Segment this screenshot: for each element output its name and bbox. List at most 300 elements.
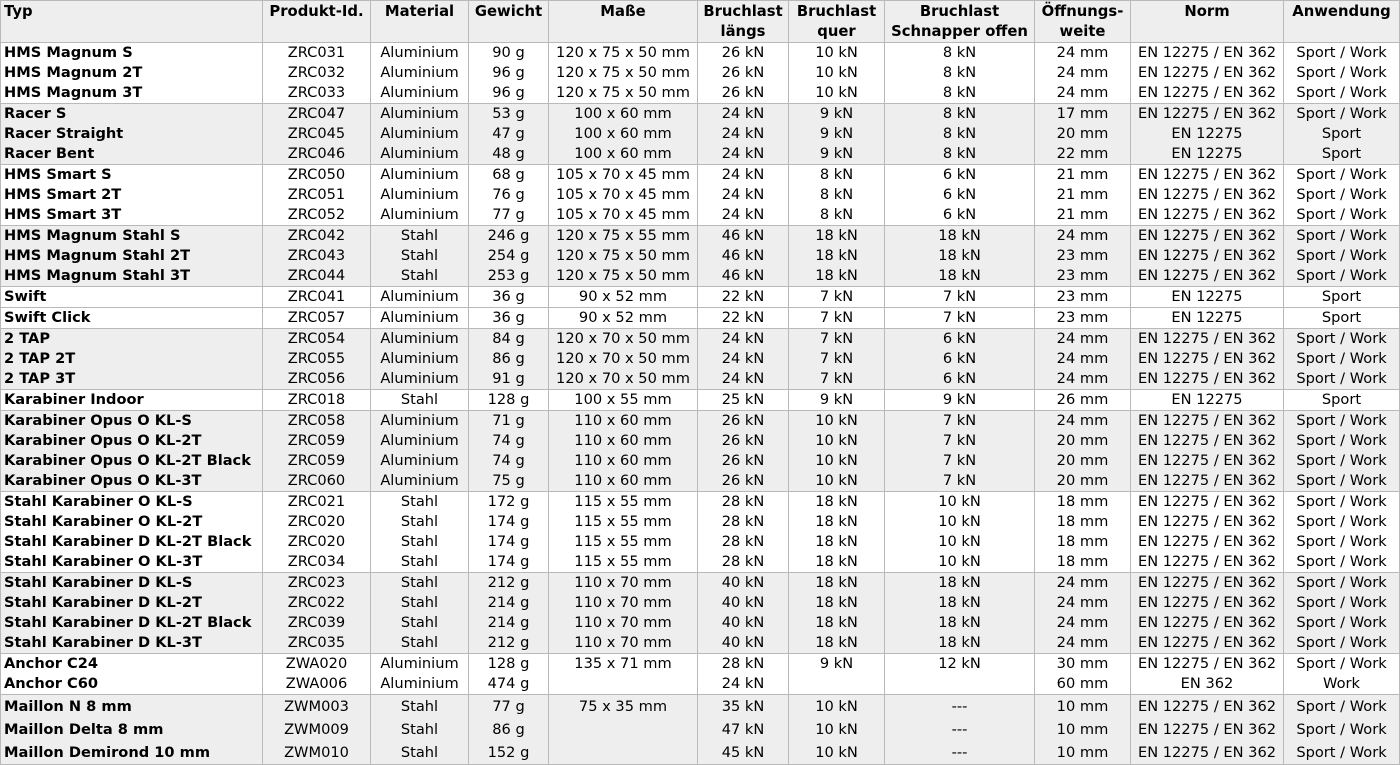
cell-bruchlast-quer <box>789 674 885 695</box>
cell-masse: 100 x 55 mm <box>549 390 698 411</box>
table-row <box>1 633 1400 654</box>
cell-gewicht: 74 g <box>469 451 549 471</box>
cell-gewicht: 48 g <box>469 144 549 165</box>
cell-gewicht: 91 g <box>469 369 549 390</box>
column-header-text: Bruchlast <box>919 3 1000 20</box>
product-group <box>1 308 1400 329</box>
cell-norm: EN 12275 / EN 362 <box>1131 63 1284 83</box>
table-row <box>1 654 1400 675</box>
cell-oeffnungsweite: 21 mm <box>1035 205 1131 226</box>
cell-material: Aluminium <box>371 451 469 471</box>
cell-produkt-id: ZRC020 <box>263 532 371 552</box>
cell-produkt-id: ZRC023 <box>263 573 371 594</box>
cell-bruchlast-quer: 9 kN <box>789 654 885 675</box>
cell-norm: EN 12275 / EN 362 <box>1131 593 1284 613</box>
cell-oeffnungsweite: 22 mm <box>1035 144 1131 165</box>
cell-masse: 110 x 60 mm <box>549 471 698 492</box>
cell-oeffnungsweite: 20 mm <box>1035 471 1131 492</box>
cell-anwendung: Sport / Work <box>1284 63 1400 83</box>
column-header-text: Maße <box>600 3 646 20</box>
cell-masse: 115 x 55 mm <box>549 512 698 532</box>
cell-typ: HMS Smart S <box>1 165 263 186</box>
cell-bruchlast-laengs: 24 kN <box>698 674 789 695</box>
cell-oeffnungsweite: 24 mm <box>1035 613 1131 633</box>
table-row <box>1 63 1400 83</box>
cell-norm: EN 12275 <box>1131 308 1284 329</box>
cell-bruchlast-schnapper-offen: 8 kN <box>885 83 1035 104</box>
cell-anwendung: Sport / Work <box>1284 246 1400 266</box>
cell-masse: 110 x 70 mm <box>549 633 698 654</box>
cell-anwendung: Sport <box>1284 308 1400 329</box>
cell-anwendung: Sport / Work <box>1284 573 1400 594</box>
cell-gewicht: 174 g <box>469 552 549 573</box>
cell-anwendung: Sport / Work <box>1284 226 1400 247</box>
cell-material: Stahl <box>371 695 469 719</box>
cell-masse: 120 x 75 x 50 mm <box>549 63 698 83</box>
cell-material: Aluminium <box>371 411 469 432</box>
cell-material: Aluminium <box>371 144 469 165</box>
cell-oeffnungsweite: 24 mm <box>1035 633 1131 654</box>
cell-bruchlast-quer: 9 kN <box>789 104 885 125</box>
cell-masse: 90 x 52 mm <box>549 287 698 308</box>
table-row <box>1 552 1400 573</box>
cell-bruchlast-schnapper-offen: 7 kN <box>885 431 1035 451</box>
table-row <box>1 165 1400 186</box>
cell-gewicht: 84 g <box>469 329 549 350</box>
cell-oeffnungsweite: 24 mm <box>1035 63 1131 83</box>
cell-norm: EN 12275 / EN 362 <box>1131 451 1284 471</box>
cell-material: Stahl <box>371 573 469 594</box>
cell-oeffnungsweite: 17 mm <box>1035 104 1131 125</box>
cell-oeffnungsweite: 18 mm <box>1035 512 1131 532</box>
cell-typ: Stahl Karabiner O KL-S <box>1 492 263 513</box>
cell-bruchlast-schnapper-offen: 12 kN <box>885 654 1035 675</box>
cell-anwendung: Sport / Work <box>1284 431 1400 451</box>
table-row <box>1 246 1400 266</box>
cell-masse: 120 x 75 x 55 mm <box>549 226 698 247</box>
cell-norm: EN 12275 / EN 362 <box>1131 185 1284 205</box>
column-header-text: Norm <box>1184 3 1230 20</box>
cell-bruchlast-schnapper-offen: 8 kN <box>885 43 1035 64</box>
cell-bruchlast-schnapper-offen: 18 kN <box>885 226 1035 247</box>
cell-bruchlast-schnapper-offen: 18 kN <box>885 246 1035 266</box>
column-header-norm <box>1131 1 1284 43</box>
cell-material: Aluminium <box>371 308 469 329</box>
cell-bruchlast-laengs: 28 kN <box>698 512 789 532</box>
table-header <box>1 1 1400 43</box>
cell-gewicht: 172 g <box>469 492 549 513</box>
cell-bruchlast-schnapper-offen: 10 kN <box>885 532 1035 552</box>
cell-anwendung: Sport / Work <box>1284 512 1400 532</box>
cell-produkt-id: ZRC046 <box>263 144 371 165</box>
cell-anwendung: Sport / Work <box>1284 266 1400 287</box>
cell-norm: EN 12275 / EN 362 <box>1131 695 1284 719</box>
cell-bruchlast-quer: 10 kN <box>789 451 885 471</box>
cell-material: Stahl <box>371 492 469 513</box>
cell-gewicht: 75 g <box>469 471 549 492</box>
cell-material: Stahl <box>371 246 469 266</box>
cell-produkt-id: ZRC060 <box>263 471 371 492</box>
cell-material: Stahl <box>371 552 469 573</box>
cell-masse: 110 x 60 mm <box>549 451 698 471</box>
cell-bruchlast-laengs: 24 kN <box>698 369 789 390</box>
cell-bruchlast-schnapper-offen: 18 kN <box>885 266 1035 287</box>
cell-gewicht: 68 g <box>469 165 549 186</box>
cell-bruchlast-quer: 7 kN <box>789 308 885 329</box>
cell-oeffnungsweite: 24 mm <box>1035 349 1131 369</box>
cell-typ: Maillon Delta 8 mm <box>1 718 263 741</box>
cell-material: Aluminium <box>371 124 469 144</box>
product-group <box>1 287 1400 308</box>
cell-produkt-id: ZRC034 <box>263 552 371 573</box>
cell-anwendung: Sport / Work <box>1284 205 1400 226</box>
table-row <box>1 329 1400 350</box>
cell-bruchlast-laengs: 46 kN <box>698 226 789 247</box>
cell-bruchlast-schnapper-offen: 8 kN <box>885 144 1035 165</box>
column-header-text: Bruchlast <box>796 3 877 20</box>
cell-anwendung: Sport / Work <box>1284 613 1400 633</box>
cell-anwendung: Sport / Work <box>1284 471 1400 492</box>
cell-material: Aluminium <box>371 674 469 695</box>
cell-bruchlast-laengs: 46 kN <box>698 266 789 287</box>
cell-gewicht: 212 g <box>469 633 549 654</box>
cell-gewicht: 71 g <box>469 411 549 432</box>
cell-material: Stahl <box>371 512 469 532</box>
column-header-text: Bruchlast <box>703 3 783 20</box>
cell-gewicht: 174 g <box>469 512 549 532</box>
cell-typ: Stahl Karabiner O KL-3T <box>1 552 263 573</box>
cell-produkt-id: ZRC035 <box>263 633 371 654</box>
product-group <box>1 226 1400 287</box>
cell-typ: Stahl Karabiner D KL-3T <box>1 633 263 654</box>
cell-norm: EN 12275 / EN 362 <box>1131 411 1284 432</box>
cell-oeffnungsweite: 30 mm <box>1035 654 1131 675</box>
cell-bruchlast-quer: 10 kN <box>789 741 885 765</box>
cell-produkt-id: ZWM009 <box>263 718 371 741</box>
cell-produkt-id: ZWM003 <box>263 695 371 719</box>
cell-typ: Stahl Karabiner D KL-S <box>1 573 263 594</box>
cell-produkt-id: ZRC052 <box>263 205 371 226</box>
cell-anwendung: Sport / Work <box>1284 741 1400 765</box>
table-row <box>1 573 1400 594</box>
column-header-gewicht <box>469 1 549 43</box>
cell-masse: 100 x 60 mm <box>549 104 698 125</box>
cell-material: Aluminium <box>371 104 469 125</box>
column-header-oeffnungsweite <box>1035 1 1131 43</box>
cell-bruchlast-schnapper-offen: 18 kN <box>885 633 1035 654</box>
cell-oeffnungsweite: 24 mm <box>1035 369 1131 390</box>
cell-oeffnungsweite: 21 mm <box>1035 165 1131 186</box>
cell-anwendung: Sport <box>1284 144 1400 165</box>
cell-anwendung: Sport / Work <box>1284 349 1400 369</box>
cell-bruchlast-quer: 8 kN <box>789 185 885 205</box>
cell-masse: 100 x 60 mm <box>549 124 698 144</box>
cell-anwendung: Sport / Work <box>1284 695 1400 719</box>
cell-bruchlast-schnapper-offen: 7 kN <box>885 308 1035 329</box>
cell-produkt-id: ZRC020 <box>263 512 371 532</box>
column-header-text: quer <box>817 23 856 40</box>
cell-bruchlast-laengs: 28 kN <box>698 532 789 552</box>
cell-oeffnungsweite: 10 mm <box>1035 718 1131 741</box>
cell-gewicht: 86 g <box>469 349 549 369</box>
cell-typ: 2 TAP 2T <box>1 349 263 369</box>
cell-produkt-id: ZRC033 <box>263 83 371 104</box>
cell-bruchlast-quer: 8 kN <box>789 205 885 226</box>
cell-oeffnungsweite: 20 mm <box>1035 451 1131 471</box>
cell-bruchlast-quer: 18 kN <box>789 573 885 594</box>
cell-material: Aluminium <box>371 83 469 104</box>
cell-norm: EN 12275 / EN 362 <box>1131 83 1284 104</box>
cell-produkt-id: ZRC057 <box>263 308 371 329</box>
cell-norm: EN 12275 <box>1131 390 1284 411</box>
cell-bruchlast-quer: 10 kN <box>789 471 885 492</box>
table-row <box>1 349 1400 369</box>
table-row <box>1 492 1400 513</box>
cell-bruchlast-laengs: 40 kN <box>698 613 789 633</box>
column-header-material <box>371 1 469 43</box>
cell-bruchlast-quer: 7 kN <box>789 329 885 350</box>
cell-produkt-id: ZRC055 <box>263 349 371 369</box>
header-row <box>1 1 1400 43</box>
cell-material: Aluminium <box>371 431 469 451</box>
column-header-text: längs <box>720 23 766 40</box>
cell-bruchlast-quer: 9 kN <box>789 144 885 165</box>
cell-bruchlast-laengs: 26 kN <box>698 43 789 64</box>
cell-oeffnungsweite: 21 mm <box>1035 185 1131 205</box>
table-row <box>1 471 1400 492</box>
cell-norm: EN 12275 / EN 362 <box>1131 165 1284 186</box>
cell-norm: EN 12275 / EN 362 <box>1131 512 1284 532</box>
cell-produkt-id: ZRC058 <box>263 411 371 432</box>
cell-gewicht: 174 g <box>469 532 549 552</box>
cell-gewicht: 47 g <box>469 124 549 144</box>
cell-bruchlast-laengs: 26 kN <box>698 83 789 104</box>
cell-norm: EN 12275 / EN 362 <box>1131 552 1284 573</box>
cell-bruchlast-quer: 9 kN <box>789 390 885 411</box>
table-row <box>1 411 1400 432</box>
column-header-text: weite <box>1059 23 1106 40</box>
product-group <box>1 43 1400 104</box>
cell-oeffnungsweite: 24 mm <box>1035 593 1131 613</box>
cell-gewicht: 214 g <box>469 613 549 633</box>
cell-bruchlast-schnapper-offen: --- <box>885 718 1035 741</box>
cell-gewicht: 246 g <box>469 226 549 247</box>
table-row <box>1 390 1400 411</box>
cell-bruchlast-schnapper-offen: 10 kN <box>885 492 1035 513</box>
table-row <box>1 104 1400 125</box>
cell-masse: 105 x 70 x 45 mm <box>549 205 698 226</box>
cell-gewicht: 77 g <box>469 695 549 719</box>
cell-gewicht: 86 g <box>469 718 549 741</box>
table-row <box>1 431 1400 451</box>
cell-material: Stahl <box>371 226 469 247</box>
cell-bruchlast-schnapper-offen: 6 kN <box>885 185 1035 205</box>
cell-bruchlast-quer: 18 kN <box>789 512 885 532</box>
column-header-produkt-id <box>263 1 371 43</box>
cell-bruchlast-schnapper-offen: 18 kN <box>885 573 1035 594</box>
product-group <box>1 654 1400 695</box>
cell-bruchlast-laengs: 40 kN <box>698 593 789 613</box>
table-row <box>1 205 1400 226</box>
cell-norm: EN 12275 / EN 362 <box>1131 349 1284 369</box>
cell-masse: 135 x 71 mm <box>549 654 698 675</box>
table-row <box>1 593 1400 613</box>
cell-norm: EN 12275 <box>1131 287 1284 308</box>
cell-typ: Karabiner Opus O KL-3T <box>1 471 263 492</box>
cell-masse: 120 x 75 x 50 mm <box>549 83 698 104</box>
table-row <box>1 226 1400 247</box>
column-header-bruchlast-laengs <box>698 1 789 43</box>
column-header-bruchlast-schnapper-offen <box>885 1 1035 43</box>
cell-produkt-id: ZRC021 <box>263 492 371 513</box>
column-header-text: Anwendung <box>1292 3 1391 20</box>
cell-anwendung: Sport / Work <box>1284 185 1400 205</box>
cell-gewicht: 90 g <box>469 43 549 64</box>
cell-produkt-id: ZWA006 <box>263 674 371 695</box>
cell-bruchlast-laengs: 22 kN <box>698 287 789 308</box>
cell-typ: Anchor C24 <box>1 654 263 675</box>
product-group <box>1 329 1400 390</box>
cell-oeffnungsweite: 24 mm <box>1035 43 1131 64</box>
cell-bruchlast-schnapper-offen: 10 kN <box>885 552 1035 573</box>
cell-typ: HMS Magnum Stahl 2T <box>1 246 263 266</box>
cell-material: Stahl <box>371 390 469 411</box>
cell-material: Aluminium <box>371 43 469 64</box>
cell-produkt-id: ZRC039 <box>263 613 371 633</box>
cell-produkt-id: ZRC044 <box>263 266 371 287</box>
table-row <box>1 613 1400 633</box>
cell-produkt-id: ZRC042 <box>263 226 371 247</box>
cell-produkt-id: ZRC041 <box>263 287 371 308</box>
cell-norm: EN 12275 / EN 362 <box>1131 654 1284 675</box>
cell-bruchlast-laengs: 24 kN <box>698 104 789 125</box>
cell-norm: EN 12275 / EN 362 <box>1131 246 1284 266</box>
cell-produkt-id: ZRC056 <box>263 369 371 390</box>
cell-bruchlast-quer: 18 kN <box>789 633 885 654</box>
product-group <box>1 411 1400 492</box>
cell-typ: Stahl Karabiner D KL-2T Black <box>1 532 263 552</box>
cell-masse: 110 x 60 mm <box>549 411 698 432</box>
cell-bruchlast-schnapper-offen: 7 kN <box>885 451 1035 471</box>
cell-material: Aluminium <box>371 369 469 390</box>
product-group <box>1 492 1400 573</box>
cell-oeffnungsweite: 20 mm <box>1035 431 1131 451</box>
cell-bruchlast-schnapper-offen: 8 kN <box>885 124 1035 144</box>
cell-oeffnungsweite: 26 mm <box>1035 390 1131 411</box>
cell-gewicht: 128 g <box>469 654 549 675</box>
cell-bruchlast-quer: 18 kN <box>789 492 885 513</box>
cell-produkt-id: ZRC059 <box>263 451 371 471</box>
cell-bruchlast-laengs: 40 kN <box>698 633 789 654</box>
cell-bruchlast-laengs: 24 kN <box>698 165 789 186</box>
cell-masse: 100 x 60 mm <box>549 144 698 165</box>
cell-norm: EN 12275 / EN 362 <box>1131 573 1284 594</box>
cell-typ: Swift Click <box>1 308 263 329</box>
cell-bruchlast-quer: 18 kN <box>789 226 885 247</box>
cell-material: Stahl <box>371 633 469 654</box>
cell-typ: Karabiner Opus O KL-2T <box>1 431 263 451</box>
cell-masse: 120 x 70 x 50 mm <box>549 349 698 369</box>
cell-bruchlast-schnapper-offen: 7 kN <box>885 471 1035 492</box>
cell-gewicht: 74 g <box>469 431 549 451</box>
cell-typ: Racer Bent <box>1 144 263 165</box>
cell-gewicht: 214 g <box>469 593 549 613</box>
cell-oeffnungsweite: 24 mm <box>1035 329 1131 350</box>
cell-produkt-id: ZRC054 <box>263 329 371 350</box>
cell-bruchlast-quer: 7 kN <box>789 349 885 369</box>
cell-bruchlast-quer: 7 kN <box>789 369 885 390</box>
cell-bruchlast-quer: 18 kN <box>789 532 885 552</box>
cell-anwendung: Work <box>1284 674 1400 695</box>
cell-masse: 110 x 70 mm <box>549 593 698 613</box>
cell-anwendung: Sport / Work <box>1284 633 1400 654</box>
cell-norm: EN 12275 / EN 362 <box>1131 266 1284 287</box>
product-group <box>1 695 1400 765</box>
column-header-text: Material <box>384 3 455 20</box>
cell-typ: HMS Smart 3T <box>1 205 263 226</box>
column-header-bruchlast-quer <box>789 1 885 43</box>
cell-oeffnungsweite: 60 mm <box>1035 674 1131 695</box>
cell-masse: 105 x 70 x 45 mm <box>549 165 698 186</box>
cell-anwendung: Sport / Work <box>1284 451 1400 471</box>
cell-typ: Karabiner Opus O KL-2T Black <box>1 451 263 471</box>
cell-norm: EN 12275 / EN 362 <box>1131 431 1284 451</box>
cell-masse: 120 x 70 x 50 mm <box>549 369 698 390</box>
cell-bruchlast-schnapper-offen: 6 kN <box>885 165 1035 186</box>
cell-gewicht: 96 g <box>469 63 549 83</box>
cell-masse: 115 x 55 mm <box>549 492 698 513</box>
cell-bruchlast-schnapper-offen: 9 kN <box>885 390 1035 411</box>
cell-produkt-id: ZRC045 <box>263 124 371 144</box>
cell-bruchlast-quer: 18 kN <box>789 246 885 266</box>
cell-bruchlast-laengs: 28 kN <box>698 552 789 573</box>
column-header-text: Öffnungs- <box>1041 3 1124 20</box>
cell-bruchlast-laengs: 35 kN <box>698 695 789 719</box>
cell-norm: EN 12275 / EN 362 <box>1131 43 1284 64</box>
cell-material: Aluminium <box>371 205 469 226</box>
cell-oeffnungsweite: 24 mm <box>1035 226 1131 247</box>
table-row <box>1 287 1400 308</box>
cell-anwendung: Sport / Work <box>1284 369 1400 390</box>
cell-typ: Stahl Karabiner O KL-2T <box>1 512 263 532</box>
cell-anwendung: Sport / Work <box>1284 411 1400 432</box>
cell-bruchlast-quer: 10 kN <box>789 411 885 432</box>
cell-norm: EN 12275 <box>1131 124 1284 144</box>
cell-bruchlast-schnapper-offen <box>885 674 1035 695</box>
cell-oeffnungsweite: 24 mm <box>1035 411 1131 432</box>
cell-bruchlast-laengs: 45 kN <box>698 741 789 765</box>
cell-produkt-id: ZWM010 <box>263 741 371 765</box>
cell-bruchlast-laengs: 25 kN <box>698 390 789 411</box>
cell-material: Stahl <box>371 718 469 741</box>
cell-produkt-id: ZWA020 <box>263 654 371 675</box>
product-group <box>1 165 1400 226</box>
cell-bruchlast-laengs: 28 kN <box>698 492 789 513</box>
cell-typ: Racer S <box>1 104 263 125</box>
table-row <box>1 695 1400 719</box>
table-row <box>1 451 1400 471</box>
cell-gewicht: 474 g <box>469 674 549 695</box>
cell-norm: EN 12275 / EN 362 <box>1131 613 1284 633</box>
cell-bruchlast-schnapper-offen: 6 kN <box>885 369 1035 390</box>
cell-bruchlast-quer: 9 kN <box>789 124 885 144</box>
cell-bruchlast-schnapper-offen: 8 kN <box>885 63 1035 83</box>
cell-bruchlast-quer: 18 kN <box>789 266 885 287</box>
cell-bruchlast-laengs: 26 kN <box>698 471 789 492</box>
cell-produkt-id: ZRC051 <box>263 185 371 205</box>
cell-bruchlast-laengs: 24 kN <box>698 144 789 165</box>
product-group <box>1 104 1400 165</box>
